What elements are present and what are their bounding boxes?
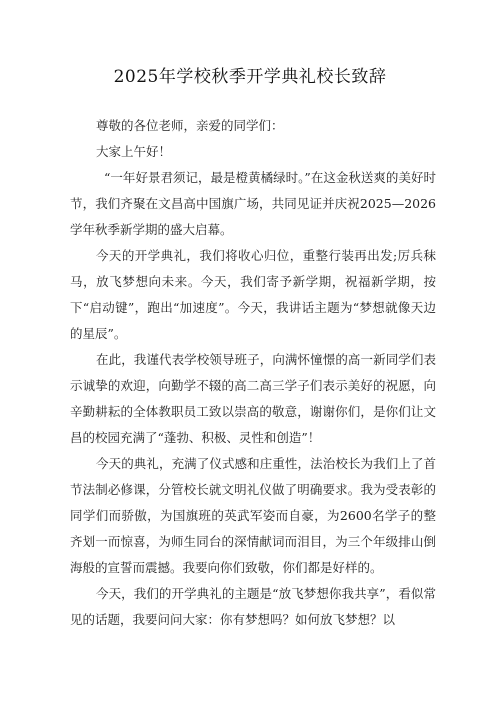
body-paragraph: 今天的典礼，充满了仪式感和庄重性，法治校长为我们上了首节法制必修课，分管校长就文明礼仪做了明确要求。我为受表彰的同学们而骄傲，为国旗班的英武军姿而自豪，为2600名学子的整齐划一而惊喜，为师生同台的深情献词而泪目，为三个年级排山倒海般的宣誓而震撼。我要向你们致敬，你们都是好样的。	[70, 456, 436, 575]
greeting-paragraph: 大家上午好！	[96, 144, 172, 159]
body-paragraph: 今天，我们的开学典礼的主题是“放飞梦想你我共享”，看似常见的话题，我要问问大家：你有梦想吗？如何放飞梦想？以	[70, 586, 436, 627]
page-title: 2025年学校秋季开学典礼校长致辞	[113, 67, 387, 87]
salutation-paragraph: 尊敬的各位老师，亲爱的同学们：	[96, 118, 284, 133]
speech-body	[70, 113, 436, 633]
body-paragraph: 今天的开学典礼，我们将收心归位，重整行装再出发;厉兵秣马，放飞梦想向未来。今天，我们寄予新学期，祝福新学期，按下“启动键”，跑出“加速度”。今天，我讲话主题为“梦想就像天边的星辰”。	[70, 248, 436, 341]
body-paragraph: “一年好景君须记，最是橙黄橘绿时。”在这金秋送爽的美好时节，我们齐聚在文昌高中国旗广场，共同见证并庆祝2025—2026学年秋季新学期的盛大启幕。	[70, 170, 436, 237]
body-paragraph: 在此，我谨代表学校领导班子，向满怀憧憬的高一新同学们表示诚挚的欢迎，向勤学不辍的高二高三学子们表示美好的祝愿，向辛勤耕耘的全体教职员工致以崇高的敬意，谢谢你们，是你们让文昌的校园充满了“蓬勃、积极、灵性和创造”！	[70, 352, 436, 445]
